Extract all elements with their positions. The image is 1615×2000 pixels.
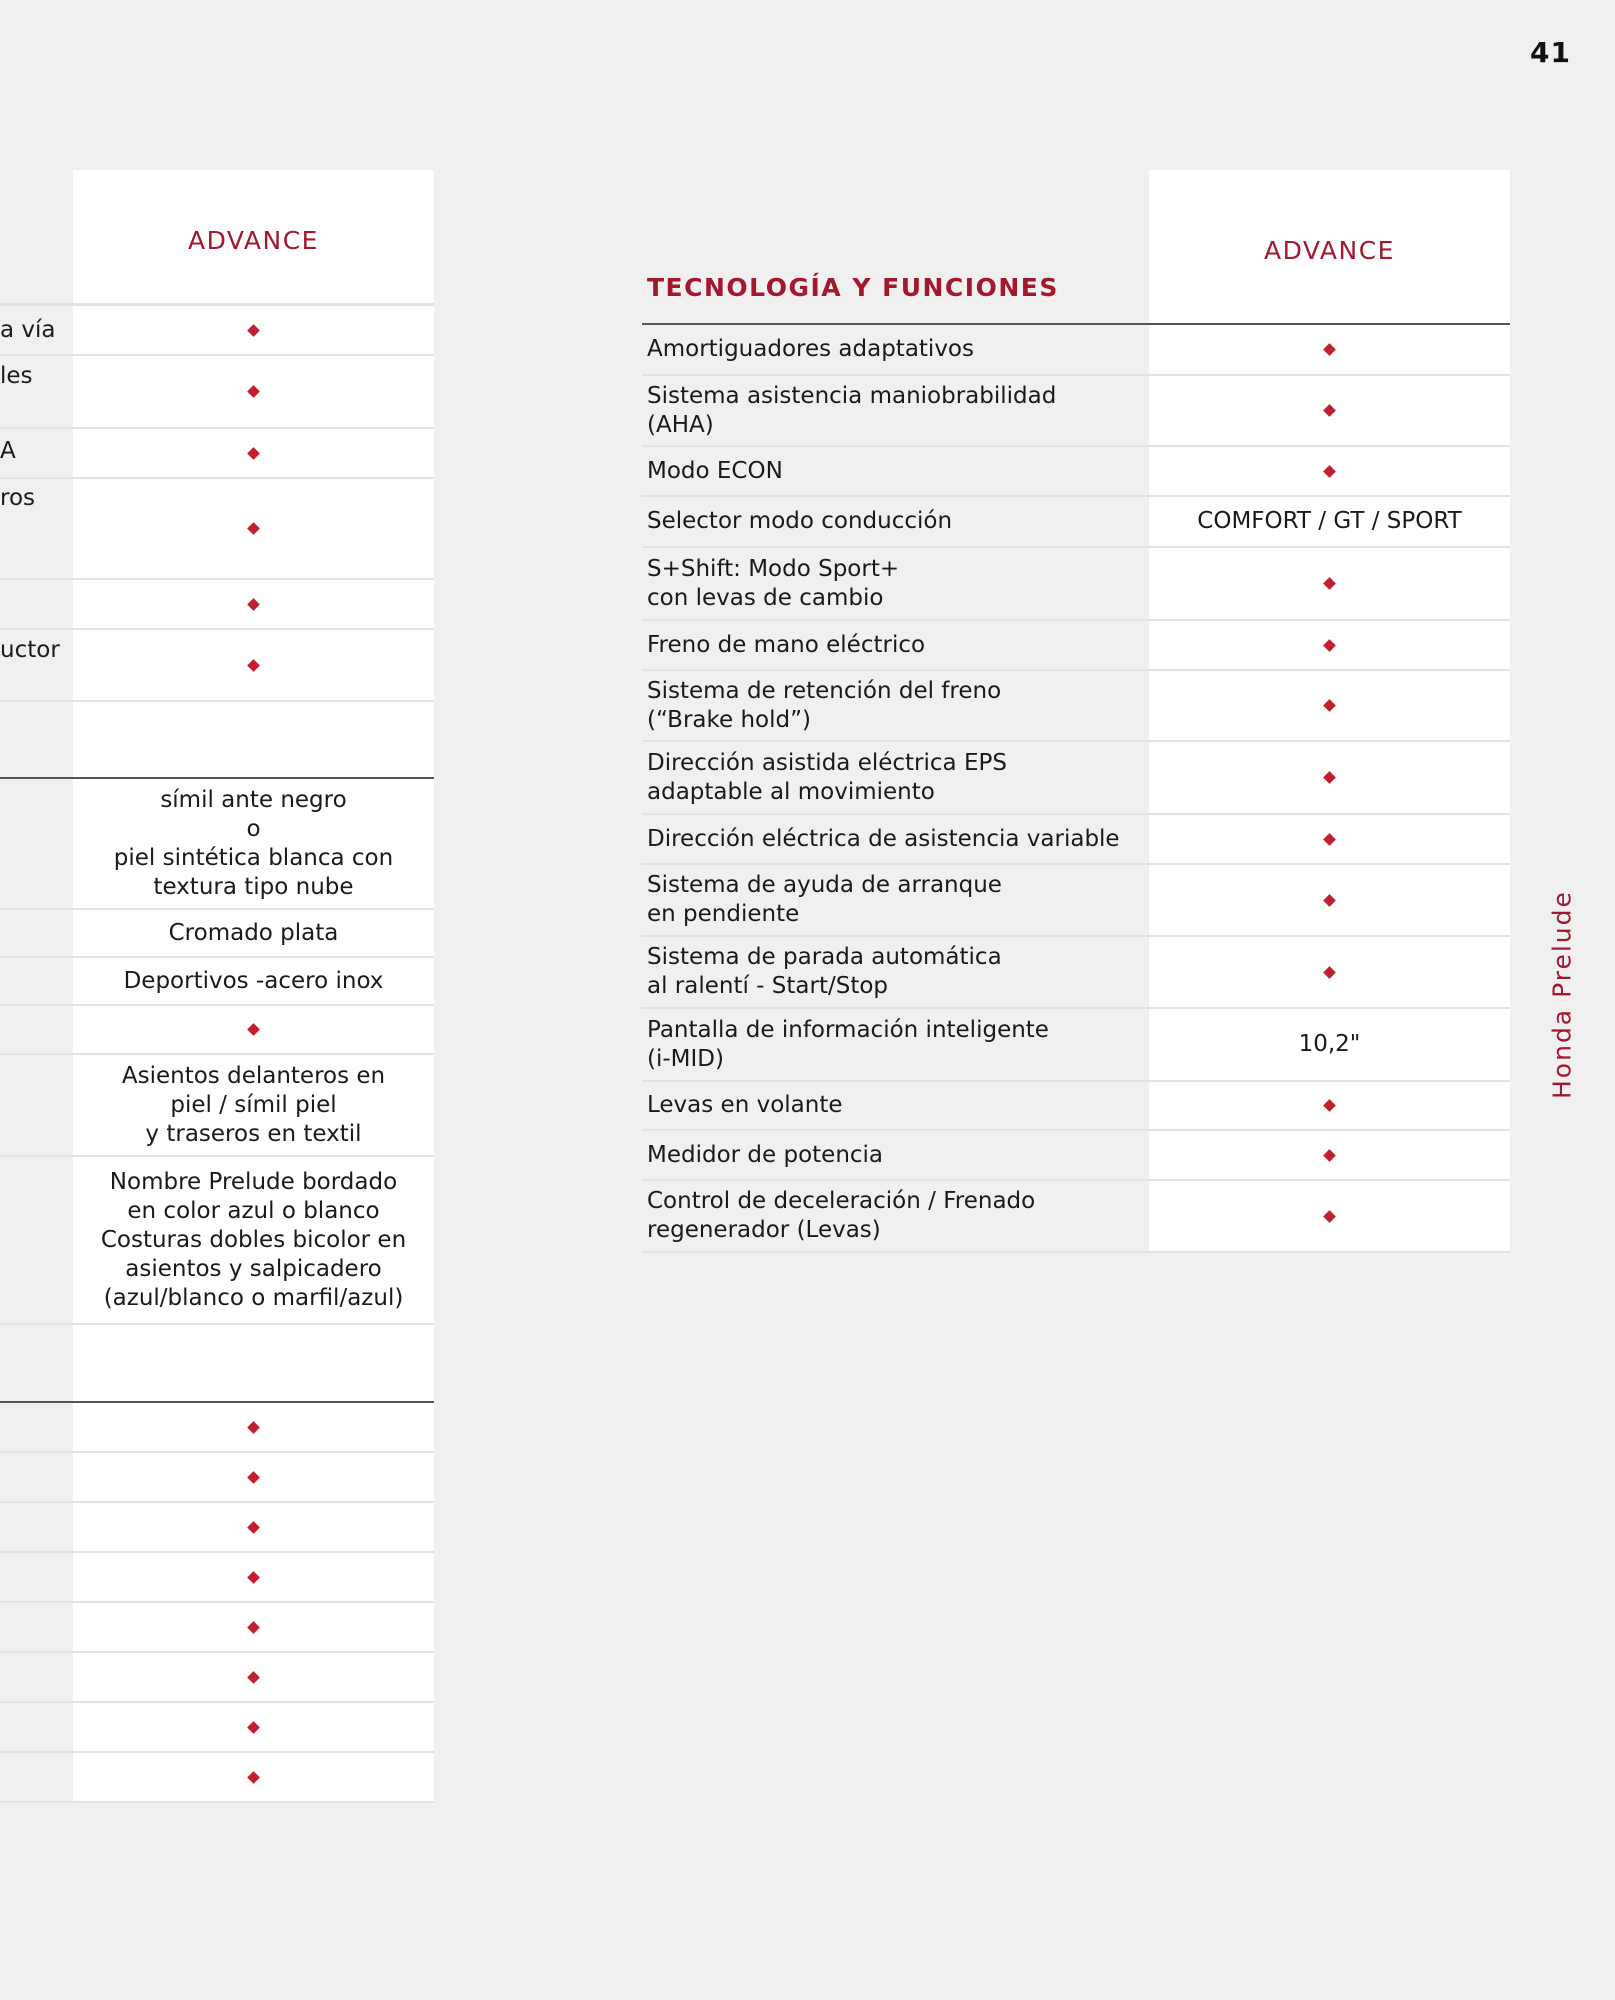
table-row (642, 742, 1510, 813)
row-label-line: Sistema de retención del freno (647, 677, 1002, 704)
cell-text: Cromado plata (168, 919, 339, 946)
row-label (647, 865, 1137, 935)
row-label (647, 325, 1137, 374)
table-cell (73, 1157, 434, 1323)
row-value (1149, 1131, 1510, 1179)
table-cell (73, 479, 434, 578)
row-label-line: Modo ECON (647, 457, 783, 484)
table-row (642, 815, 1510, 863)
row-label-line: en pendiente (647, 901, 800, 927)
table-row (642, 548, 1510, 619)
check-diamond-icon (247, 324, 260, 337)
check-diamond-icon (1323, 465, 1336, 478)
row-value (1149, 548, 1510, 619)
check-diamond-icon (247, 522, 260, 535)
row-label (647, 671, 1137, 740)
row-label-clipped: A (0, 438, 16, 464)
row-label-line: Amortiguadores adaptativos (647, 336, 974, 362)
row-label-line: (i-MID) (647, 1045, 724, 1072)
check-diamond-icon (247, 1471, 260, 1484)
row-label-line: Dirección asistida eléctrica EPS (647, 749, 1007, 776)
cell-text: y traseros en textil (145, 1120, 362, 1147)
check-diamond-icon (1323, 343, 1336, 356)
row-label (647, 1082, 1137, 1129)
row-label (647, 376, 1137, 445)
table-row (642, 621, 1510, 669)
table-row (642, 1131, 1510, 1179)
row-value (1149, 497, 1510, 546)
table-cell (73, 1055, 434, 1155)
table-cell (73, 356, 434, 427)
row-value (1149, 742, 1510, 813)
row-value (1149, 447, 1510, 495)
check-diamond-icon (1323, 771, 1336, 784)
cell-text: asientos y salpicadero (125, 1255, 382, 1282)
row-divider (0, 303, 434, 305)
check-diamond-icon (247, 1521, 260, 1534)
check-diamond-icon (247, 1671, 260, 1684)
cell-text: textura tipo nube (153, 873, 354, 900)
row-label (647, 1131, 1137, 1179)
row-label-line: (“Brake hold”) (647, 706, 811, 733)
row-value (1149, 325, 1510, 374)
row-label-clipped: les (0, 363, 33, 389)
check-diamond-icon (1323, 1210, 1336, 1223)
row-label-line: Dirección eléctrica de asistencia variable (647, 825, 1120, 852)
right-column-header: ADVANCE (1264, 236, 1395, 265)
table-cell (73, 1453, 434, 1501)
check-diamond-icon (1323, 639, 1336, 652)
check-diamond-icon (247, 385, 260, 398)
table-cell (73, 580, 434, 628)
check-diamond-icon (1323, 1099, 1336, 1112)
table-cell (73, 1553, 434, 1601)
table-row (642, 671, 1510, 740)
table-row (642, 376, 1510, 445)
check-diamond-icon (1323, 699, 1336, 712)
row-label-line: Sistema de parada automática (647, 944, 1002, 970)
cell-text: piel / símil piel (170, 1091, 337, 1118)
row-label-line: Selector modo conducción (647, 508, 953, 534)
table-cell (73, 1653, 434, 1701)
page-number: 41 (1530, 36, 1571, 69)
row-value (1149, 671, 1510, 740)
check-diamond-icon (247, 1571, 260, 1584)
row-label (647, 548, 1137, 619)
check-diamond-icon (1323, 577, 1336, 590)
table-cell (73, 1503, 434, 1551)
check-diamond-icon (247, 659, 260, 672)
right-section-title: TECNOLOGÍA Y FUNCIONES (647, 273, 1059, 302)
table-row (642, 1181, 1510, 1251)
row-value (1149, 1082, 1510, 1129)
row-label-line: Freno de mano eléctrico (647, 631, 926, 658)
row-label-line: (AHA) (647, 411, 714, 438)
cell-text: en color azul o blanco (127, 1197, 380, 1224)
row-label (647, 1009, 1137, 1080)
check-diamond-icon (1323, 1149, 1336, 1162)
table-cell (73, 702, 434, 777)
table-cell (73, 779, 434, 908)
row-label-line: Control de deceleración / Frenado (647, 1188, 1036, 1214)
row-value (1149, 376, 1510, 445)
row-label-line: Levas en volante (647, 1092, 843, 1118)
table-row (642, 1009, 1510, 1080)
table-cell (73, 1753, 434, 1801)
cell-text: Costuras dobles bicolor en (100, 1226, 407, 1253)
check-diamond-icon (247, 598, 260, 611)
table-cell (73, 1325, 434, 1401)
row-label-line: con levas de cambio (647, 584, 884, 611)
row-label-line: Sistema de ayuda de arranque (647, 872, 1002, 898)
cell-text: Nombre Prelude bordado (109, 1168, 398, 1195)
row-label-line: adaptable al movimiento (647, 778, 935, 805)
row-value (1149, 815, 1510, 863)
table-row (642, 937, 1510, 1007)
table-row (642, 447, 1510, 495)
check-diamond-icon (247, 1771, 260, 1784)
row-value (1149, 865, 1510, 935)
row-label-line: Pantalla de información inteligente (647, 1016, 1049, 1043)
side-label: Honda Prelude (1547, 890, 1577, 1100)
cell-text: símil ante negro (160, 786, 347, 813)
table-cell (73, 1403, 434, 1451)
row-label-line: al ralentí - Start/Stop (647, 973, 889, 999)
check-diamond-icon (247, 447, 260, 460)
row-label (647, 621, 1137, 669)
table-cell (73, 910, 434, 956)
table-row (642, 497, 1510, 546)
table-cell (73, 630, 434, 700)
row-value (1149, 621, 1510, 669)
check-diamond-icon (247, 1721, 260, 1734)
row-label-line: regenerador (Levas) (647, 1217, 881, 1243)
cell-text: Deportivos -acero inox (123, 967, 384, 994)
row-value (1149, 1009, 1510, 1080)
row-label-line: Sistema asistencia maniobrabilidad (647, 382, 1057, 409)
cell-text: COMFORT / GT / SPORT (1197, 508, 1462, 534)
row-label-clipped: ros (0, 485, 36, 511)
table-cell (73, 306, 434, 354)
row-label-line: Medidor de potencia (647, 1141, 884, 1168)
row-label (647, 742, 1137, 813)
row-label-clipped: uctor (0, 637, 60, 663)
check-diamond-icon (1323, 833, 1336, 846)
table-cell (73, 1703, 434, 1751)
row-label (647, 815, 1137, 863)
check-diamond-icon (1323, 966, 1336, 979)
row-label-clipped: a vía (0, 317, 56, 343)
row-value (1149, 1181, 1510, 1251)
check-diamond-icon (1323, 404, 1336, 417)
table-cell (73, 958, 434, 1004)
row-label (647, 497, 1137, 546)
row-divider (642, 1251, 1510, 1253)
cell-text: 10,2" (1298, 1031, 1361, 1057)
check-diamond-icon (247, 1023, 260, 1036)
row-label (647, 937, 1137, 1007)
cell-text: Asientos delanteros en (121, 1062, 386, 1089)
row-label-line: S+Shift: Modo Sport+ (647, 555, 900, 582)
table-cell (73, 429, 434, 477)
table-cell (73, 1603, 434, 1651)
table-cell (73, 1006, 434, 1053)
table-row (642, 1082, 1510, 1129)
left-column-header: ADVANCE (188, 226, 319, 255)
cell-text: piel sintética blanca con (113, 844, 394, 871)
table-row (642, 865, 1510, 935)
table-row (642, 325, 1510, 374)
row-label (647, 447, 1137, 495)
row-label (647, 1181, 1137, 1251)
check-diamond-icon (1323, 894, 1336, 907)
cell-text: o (246, 815, 261, 842)
check-diamond-icon (247, 1421, 260, 1434)
row-divider (0, 1801, 434, 1803)
cell-text: (azul/blanco o marfil/azul) (103, 1284, 404, 1311)
row-value (1149, 937, 1510, 1007)
check-diamond-icon (247, 1621, 260, 1634)
